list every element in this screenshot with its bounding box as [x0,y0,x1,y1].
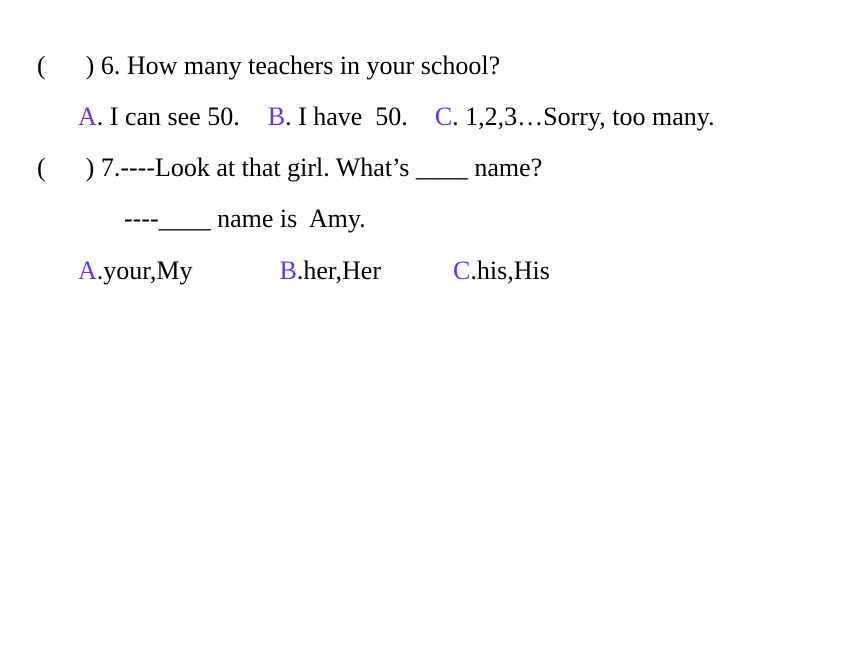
option-a-sep: . [96,102,110,131]
question-6 [37,51,500,81]
option-c-letter: C [434,102,453,131]
question-7-options [78,256,550,286]
option-c-sep: . [452,102,466,131]
answer-open-paren: ( [37,153,46,182]
option-c-sep: . [470,256,477,285]
answer-close-paren: ) [85,153,95,182]
option-a-letter: A [78,102,97,131]
option-a-text: your,My [103,256,193,285]
question-6-options [78,102,715,132]
option-b-text: her,Her [303,256,382,285]
option-c-text: 1,2,3…Sorry, too many. [465,102,715,131]
option-a-sep: . [96,256,104,285]
question-7-dialogue-reply: ----____ name is Amy. [124,204,366,233]
option-b-letter: B [279,256,297,285]
option-b-sep: . [285,102,299,131]
option-a-text: I can see 50. [109,102,240,131]
option-b-letter: B [267,102,286,131]
answer-open-paren: ( [37,51,46,80]
option-b-sep: . [296,256,304,285]
question-6-prompt: 6. How many teachers in your school? [94,51,501,80]
question-7 [37,153,542,183]
option-c-letter: C [453,256,471,285]
option-b-text: I have 50. [298,102,408,131]
option-c-text: his,His [476,256,550,285]
question-7-prompt: 7.----Look at that girl. What’s ____ name? [94,153,543,182]
option-a-letter: A [78,256,97,285]
answer-close-paren: ) [85,51,95,80]
